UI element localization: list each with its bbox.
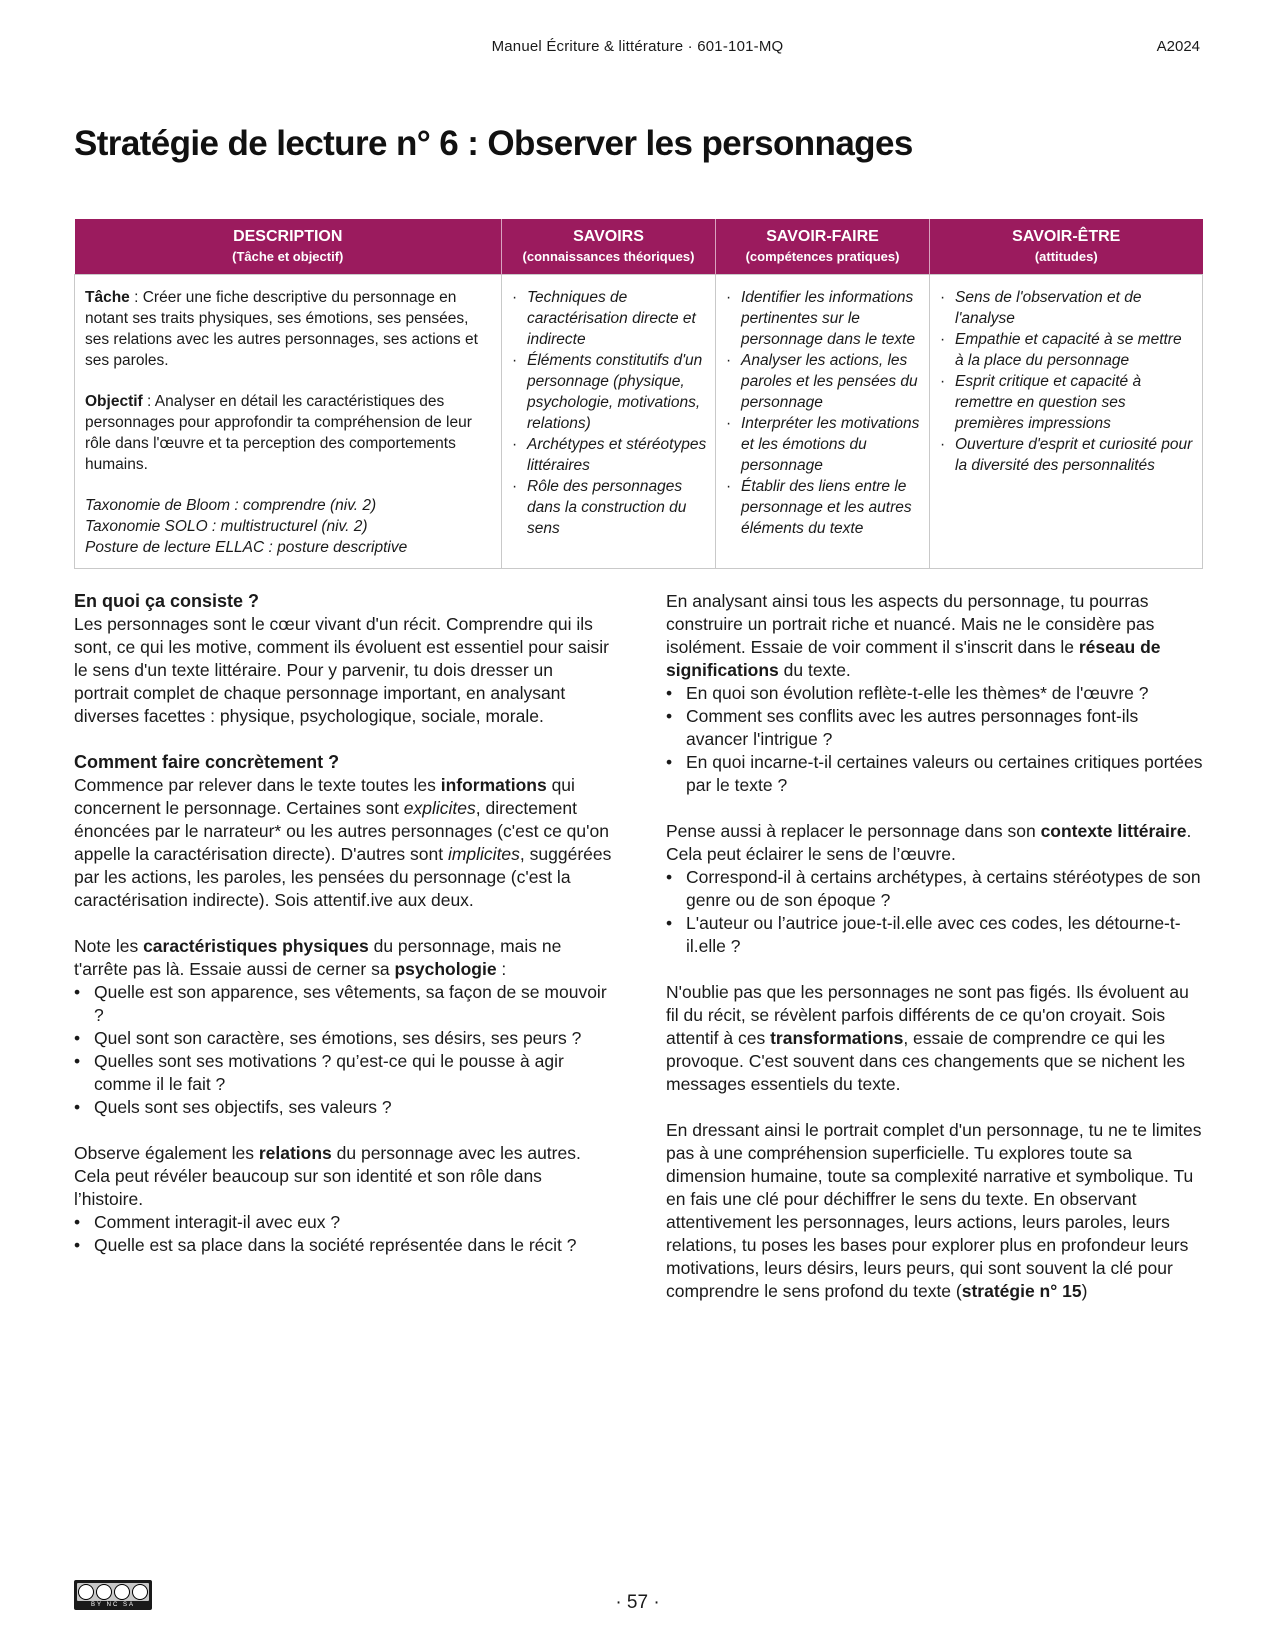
header-title: SAVOIR-FAIRE bbox=[766, 228, 879, 245]
list-item: · Identifier les informations pertinentes sur le personnage dans le texte bbox=[726, 287, 921, 350]
list-item: • En quoi son évolution reflète-t-elle les thèmes* de l'œuvre ? bbox=[666, 682, 1204, 705]
header-title: SAVOIR-ÊTRE bbox=[1012, 228, 1121, 245]
header-savoir-faire bbox=[716, 219, 930, 275]
list-item: • En quoi incarne-t-il certaines valeurs ou certaines critiques portées par le texte ? bbox=[666, 751, 1204, 797]
list-item: • Quels sont ses objectifs, ses valeurs ? bbox=[74, 1096, 612, 1119]
header-title: DESCRIPTION bbox=[233, 228, 343, 245]
list-item: · Éléments constitutifs d'un personnage (physique, psychologie, motivations, relations) bbox=[512, 350, 707, 434]
bullet-list bbox=[74, 1211, 612, 1257]
page-number: · 57 · bbox=[615, 1592, 660, 1613]
paragraph: Note les caractéristiques physiques du personnage, mais ne t'arrête pas là. Essaie aussi de cerner sa psychologie : bbox=[74, 936, 562, 979]
section-heading: Comment faire concrètement ? bbox=[74, 752, 340, 772]
list-item: · Empathie et capacité à se mettre à la place du personnage bbox=[940, 329, 1194, 371]
savoirs-cell bbox=[502, 275, 716, 569]
paragraph: Commence par relever dans le texte toutes les informations qui concernent le personnage. Certaines sont explicites, directement énoncées par le narrateur* ou les autres personnages (c'est ce qu'on appelle la caractérisation directe). D'autres sont implicites, suggérées par les actions, les paroles, les pensées du personnage (c'est la caractérisation indirecte). Sois attentif.ive aux deux. bbox=[74, 775, 612, 910]
section-heading: En quoi ça consiste ? bbox=[74, 591, 260, 611]
paragraph: En dressant ainsi le portrait complet d'un personnage, tu ne te limites pas à une compréhension superficielle. Tu explores toute sa dimension humaine, toute sa complexité narrative et symbolique. Tu en fais une clé pour déchiffrer le sens du texte. En observant attentivement les personnages, leurs actions, leurs paroles, leurs relations, tu poses les bases pour explorer plus en profondeur leurs motivations, leurs désirs, leurs peurs, qui sont souvent la clé pour comprendre le sens profond du texte (stratégie n° 15) bbox=[666, 1120, 1202, 1301]
task-paragraph bbox=[85, 287, 493, 371]
savoir-etre-cell bbox=[930, 275, 1203, 569]
savoirs-list bbox=[512, 287, 707, 539]
list-item: · Archétypes et stéréotypes littéraires bbox=[512, 434, 707, 476]
paragraph: Observe également les relations du personnage avec les autres. Cela peut révéler beaucoup sur son identité et son rôle dans l’histoire. bbox=[74, 1143, 581, 1209]
list-item: • Correspond-il à certains archétypes, à certains stéréotypes de son genre ou de son époque ? bbox=[666, 866, 1204, 912]
taxonomy-bloom: Taxonomie de Bloom : comprendre (niv. 2) bbox=[85, 497, 377, 514]
list-item: · Établir des liens entre le personnage et les autres éléments du texte bbox=[726, 476, 921, 539]
list-item: • Quel sont son caractère, ses émotions, ses désirs, ses peurs ? bbox=[74, 1027, 612, 1050]
header-subtitle: (connaissances théoriques) bbox=[522, 249, 695, 264]
license-labels: BY NC SA bbox=[91, 1602, 135, 1608]
objective-paragraph bbox=[85, 391, 493, 475]
list-item: · Rôle des personnages dans la construction du sens bbox=[512, 476, 707, 539]
list-item: · Sens de l'observation et de l'analyse bbox=[940, 287, 1194, 329]
bullet-list bbox=[666, 682, 1204, 797]
page-title: Stratégie de lecture n° 6 : Observer les personnages bbox=[74, 124, 913, 163]
header-title: SAVOIRS bbox=[573, 228, 644, 245]
objective-label: Objectif bbox=[85, 393, 143, 410]
list-item: • Quelle est sa place dans la société représentée dans le récit ? bbox=[74, 1234, 612, 1257]
task-label: Tâche bbox=[85, 289, 130, 306]
objective-text: : Analyser en détail les caractéristiques des personnages pour approfondir ta compréhension de leur rôle dans l'œuvre et ta perception des comportements humains. bbox=[85, 393, 472, 473]
bullet-list bbox=[666, 866, 1204, 958]
header-savoirs bbox=[502, 219, 716, 275]
header-savoir-etre bbox=[930, 219, 1203, 275]
taxonomy-solo: Taxonomie SOLO : multistructurel (niv. 2) bbox=[85, 518, 368, 535]
list-item: · Techniques de caractérisation directe et indirecte bbox=[512, 287, 707, 350]
list-item: • Quelles sont ses motivations ? qu’est-ce qui le pousse à agir comme il le fait ? bbox=[74, 1050, 612, 1096]
paragraph: En analysant ainsi tous les aspects du personnage, tu pourras construire un portrait riche et nuancé. Mais ne le considère pas isolément. Essaie de voir comment il s'inscrit dans le réseau de significations du texte. bbox=[666, 591, 1161, 680]
list-item: • Comment ses conflits avec les autres personnages font-ils avancer l'intrigue ? bbox=[666, 705, 1204, 751]
description-cell bbox=[75, 275, 502, 569]
list-item: • Comment interagit-il avec eux ? bbox=[74, 1211, 612, 1234]
strategy-table bbox=[74, 219, 1203, 569]
bullet-list bbox=[74, 981, 612, 1119]
list-item: • L'auteur ou l’autrice joue-t-il.elle avec ces codes, les détourne-t-il.elle ? bbox=[666, 912, 1204, 958]
list-item: • Quelle est son apparence, ses vêtements, sa façon de se mouvoir ? bbox=[74, 981, 612, 1027]
header-subtitle: (Tâche et objectif) bbox=[232, 249, 344, 264]
savoir-faire-list bbox=[726, 287, 921, 539]
task-text: : Créer une fiche descriptive du personnage en notant ses traits physiques, ses émotions, ses pensées, ses relations avec les autres personnages, ses actions et ses paroles. bbox=[85, 289, 478, 369]
list-item: · Esprit critique et capacité à remettre en question ses premières impressions bbox=[940, 371, 1194, 434]
list-item: · Analyser les actions, les paroles et les pensées du personnage bbox=[726, 350, 921, 413]
right-column bbox=[666, 590, 1204, 1303]
session-code: A2024 bbox=[1156, 38, 1200, 55]
running-header: Manuel Écriture & littérature · 601-101-MQ bbox=[491, 38, 784, 55]
left-column bbox=[74, 590, 612, 1257]
savoir-faire-cell bbox=[716, 275, 930, 569]
header-subtitle: (attitudes) bbox=[1034, 249, 1098, 264]
paragraph: N'oublie pas que les personnages ne sont pas figés. Ils évoluent au fil du récit, se révèlent parfois différents de ce qu'on croyait. Sois attentif à ces transformations, essaie de comprendre ce qui les provoque. C'est souvent dans ces changements que se nichent les messages essentiels du texte. bbox=[666, 982, 1189, 1094]
reading-posture: Posture de lecture ELLAC : posture descriptive bbox=[85, 539, 408, 556]
header-subtitle: (compétences pratiques) bbox=[745, 249, 900, 264]
list-item: · Ouverture d'esprit et curiosité pour la diversité des personnalités bbox=[940, 434, 1194, 476]
paragraph: Pense aussi à replacer le personnage dans son contexte littéraire. Cela peut éclairer le sens de l’œuvre. bbox=[666, 821, 1192, 864]
paragraph: Les personnages sont le cœur vivant d'un récit. Comprendre qui ils sont, ce qui les motive, comment ils évoluent est essentiel pour saisir le sens d'un texte littéraire. Pour y parvenir, tu dois dresser un portrait complet de chaque personnage important, en analysant diverses facettes : physique, psychologique, sociale, morale. bbox=[74, 614, 609, 726]
list-item: · Interpréter les motivations et les émotions du personnage bbox=[726, 413, 921, 476]
header-description bbox=[75, 219, 502, 275]
savoir-etre-list bbox=[940, 287, 1194, 476]
